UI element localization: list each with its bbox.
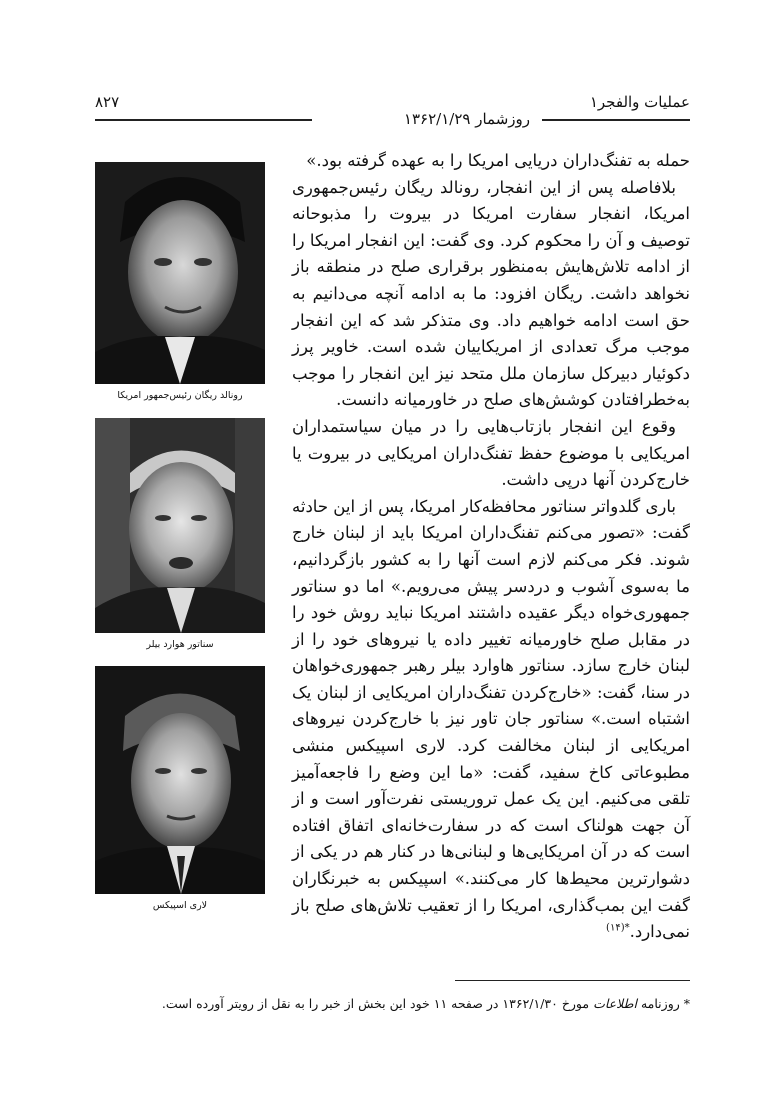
paragraph-text: باری گلدواتر سناتور محافظه‌کار امریکا، پس از این حادثه گفت: «تصور می‌کنم تفنگ‌داران امریکا باید از لبنان خارج شوند. فکر می‌کنم لازم است آنها را به کشور بازگردانیم، ما به‌سوی آشوب و دردسر پیش می‌رویم.» اما دو سناتور جمهوری‌خواه دیگر عقیده داشتند امریکا نباید روش خود را در مقابل صلح خاورمیانه تغییر داده یا نیروهای خود را از لبنان خارج سازد. سناتور هاوارد بیلر رهبر جمهوری‌خواهان در سنا، گفت: «خارج‌کردن تفنگ‌داران امریکایی از لبنان یک اشتباه است.» سناتور جان تاور نیز با خارج‌کردن نیروهای امریکایی از لبنان مخالفت کرد. لاری اسپیکس منشی مطبوعاتی کاخ سفید، گفت: «ما این وضع را فاجعه‌آمیز تلقی می‌کنیم. این یک عمل تروریستی نفرت‌آور است و از آن جهت هولناک است که در سفارت‌خانه‌ای اتفاق افتاده است که در آن امریکایی‌ها و لبنانی‌ها در کنار هم در یکی از دشوارترین محیط‌ها کار می‌کنند.» اسپیکس به خبرنگاران گفت این بمب‌گذاری، امریکا را از تعقیب تلاش‌های صلح باز نمی‌دارد. xyxy=(292,496,690,942)
footnote-reference: *(۱۴) xyxy=(606,922,630,934)
photo-figure-speakes xyxy=(95,666,265,911)
paragraph: حمله به تفنگ‌داران دریایی امریکا را به عهده گرفته بود.» xyxy=(306,151,690,170)
footnote xyxy=(95,995,690,1013)
footnote-text: مورخ ۱۳۶۲/۱/۳۰ در صفحه ۱۱ خود این بخش از خبر را به نقل از رویتر آورده است. xyxy=(161,996,590,1011)
journal-date: روزشمار ۱۳۶۲/۱/۲۹ xyxy=(403,110,530,128)
footnote-prefix: روزنامه xyxy=(640,996,680,1011)
section-title: عملیات والفجر۱ xyxy=(589,93,690,111)
article-body xyxy=(292,148,690,946)
header-rule-row xyxy=(95,112,690,128)
photo-caption: رونالد ریگان رئیس‌جمهور امریکا xyxy=(117,390,243,401)
paragraph: وقوع این انفجار بازتاب‌هایی را در میان سیاستمداران امریکایی با موضوع حفظ تفنگ‌داران امریکایی در بیروت یا خارج‌کردن آنها درپی داشت. xyxy=(292,416,690,490)
photo-caption: لاری اسپیکس xyxy=(152,900,208,911)
paragraph: بلافاصله پس از این انفجار، رونالد ریگان رئیس‌جمهوری امریکا، انفجار سفارت امریکا در بیروت را مذبوحانه توصیف و آن را محکوم کرد. وی گفت: این انفجار امریکا را از ادامه تلاش‌هایش به‌منظور برقراری صلح در منطقه باز نخواهد داشت. ریگان افزود: ما به ادامه آنچه می‌دانیم به حق است ادامه خواهیم داد. وی متذکر شد که این انفجار موجب مرگ تعدادی از امریکاییان شده است. خاویر پرز دکوئیار دبیرکل سازمان ملل متحد نیز این انفجار را موجب به‌خطرافتادن کوشش‌های صلح در خاورمیانه دانست. xyxy=(292,177,690,410)
photo-speakes xyxy=(95,666,265,894)
photo-figure-reagan xyxy=(95,162,265,401)
photo-figure-baker xyxy=(95,418,265,650)
footnote-rule xyxy=(455,980,690,981)
page-number: ۸۲۷ xyxy=(95,93,120,111)
photo-reagan xyxy=(95,162,265,384)
header-rule-right xyxy=(542,119,690,121)
footnote-newspaper: اطلاعات xyxy=(593,996,637,1011)
paragraph xyxy=(292,494,690,946)
footnote-star: * xyxy=(683,996,690,1011)
photo-baker xyxy=(95,418,265,633)
photo-caption: سناتور هوارد بیلر xyxy=(146,639,214,650)
header-rule-left xyxy=(95,119,312,121)
